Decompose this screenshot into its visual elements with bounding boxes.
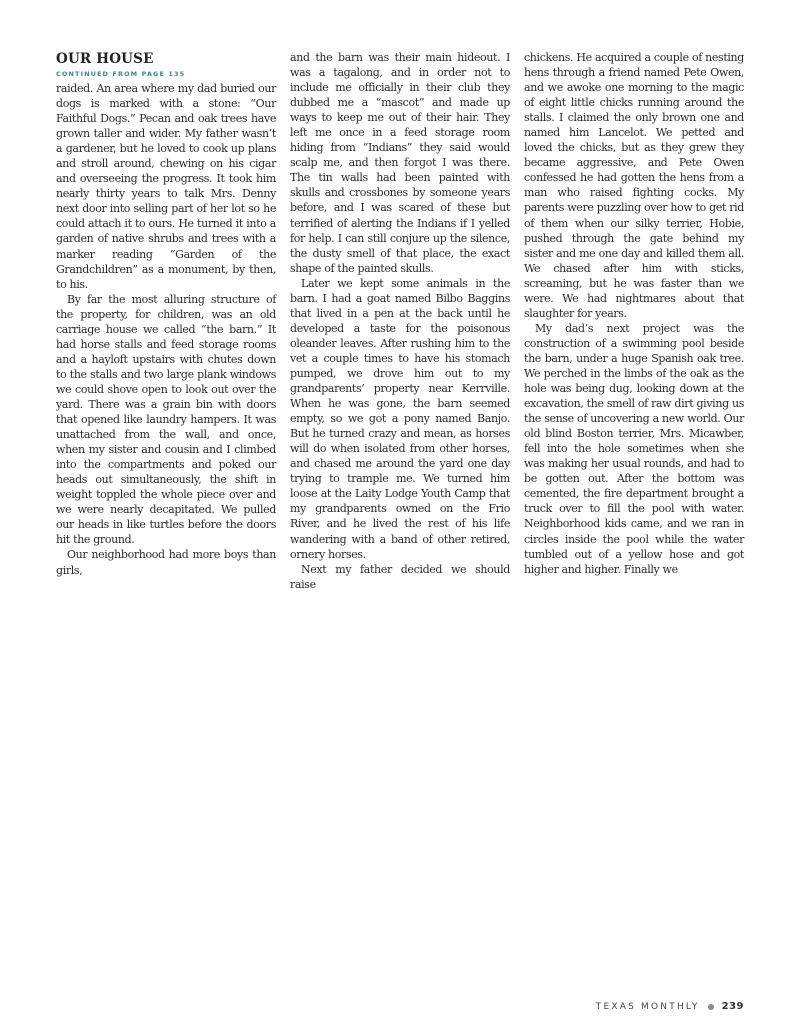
paragraph: My dad’s next project was the construction of a swimming pool beside the barn, under a huge Spanish oak tree. We perched in the limbs of the oak as the hole was being dug, looking down at the excavation, the smell of raw dirt giving us the sense of uncovering a new world. Our old blind Boston terrier, Mrs. Micawber, fell into the hole sometimes when she was making her usual rounds, and had to be gotten out. After the bottom was cemented, the fire department brought a truck over to fill the pool with water. Neighborhood kids came, and we ran in circles inside the pool while the water tumbled out of a yellow hose and got higher and higher. Finally we [524, 321, 744, 576]
paragraph: By far the most alluring structure of the property, for children, was an old carriage house we called “the barn.” It had horse stalls and feed storage rooms and a hayloft upstairs with chutes down to the stalls and two large plank windows we could shove open to look out over the yard. There was a grain bin with doors that opened like laundry hampers. It was unattached from the wall, and once, when my sister and cousin and I climbed into the compartments and poked our heads out simultaneously, the shift in weight toppled the whole piece over and we were nearly decapitated. We pulled our heads in like turtles before the doors hit the ground. [56, 292, 276, 547]
page-footer [596, 1001, 744, 1012]
paragraph: and the barn was their main hideout. I was a tagalong, and in order not to include me officially in their club they dubbed me a “mascot” and made up ways to keep me out of their hair. They left me once in a feed storage room hiding from “Indians” they said would scalp me, and then forgot I was there. The tin walls had been painted with skulls and crossbones by someone years before, and I was scared of these but terrified of alerting the Indians if I yelled for help. I can still conjure up the silence, the dusty smell of that place, the exact shape of the painted skulls. [290, 51, 510, 275]
separator-dot-icon [708, 1004, 714, 1010]
continued-from-label: CONTINUED FROM PAGE 135 [56, 70, 186, 78]
article-column-3 [524, 50, 744, 577]
article-column-1 [56, 50, 276, 578]
paragraph: chickens. He acquired a couple of nesting hens through a friend named Pete Owen, and we awoke one morning to the magic of eight little chicks running around the stalls. I claimed the only brown one and named him Lancelot. We petted and loved the chicks, but as they grew they became aggressive, and Pete Owen confessed he had gotten the hens from a man who raised fighting cocks. My parents were puzzling over how to get rid of them when our silky terrier, Hobie, pushed through the gate behind my sister and me one day and killed them all. We chased after him with sticks, screaming, but he was faster than we were. We had nightmares about that slaughter for years. [524, 51, 744, 320]
section-title: OUR HOUSE [56, 51, 154, 67]
paragraph: raided. An area where my dad buried our dogs is marked with a stone: “Our Faithful Dogs.” Pecan and oak trees have grown taller and wider. My father wasn’t a gardener, but he loved to cook up plans and stroll around, chewing on his cigar and overseeing the progress. It took him nearly thirty years to talk Mrs. Denny next door into selling part of her lot so he could attach it to ours. He turned it into a garden of native shrubs and trees with a marker reading “Garden of the Grandchildren” as a monument, by then, to his. [56, 82, 276, 291]
paragraph: Next my father decided we should raise [290, 562, 510, 591]
paragraph: Our neighborhood had more boys than girls, [56, 548, 276, 577]
page-number: 239 [721, 1001, 744, 1012]
article-column-2 [290, 50, 510, 592]
magazine-name: TEXAS MONTHLY [595, 1001, 700, 1012]
paragraph: Later we kept some animals in the barn. I had a goat named Bilbo Baggins that lived in a pen at the back until he developed a taste for the poisonous oleander leaves. After rushing him to the vet a couple times to have his stomach pumped, we drove him out to my grandparents’ property near Kerrville. When he was gone, the barn seemed empty, so we got a pony named Banjo. But he turned crazy and mean, as horses will do when isolated from other horses, and chased me around the yard one day trying to trample me. We turned him loose at the Laity Lodge Youth Camp that my grandparents owned on the Frio River, and he lived the rest of his life wandering with a band of other retired, ornery horses. [290, 276, 510, 561]
